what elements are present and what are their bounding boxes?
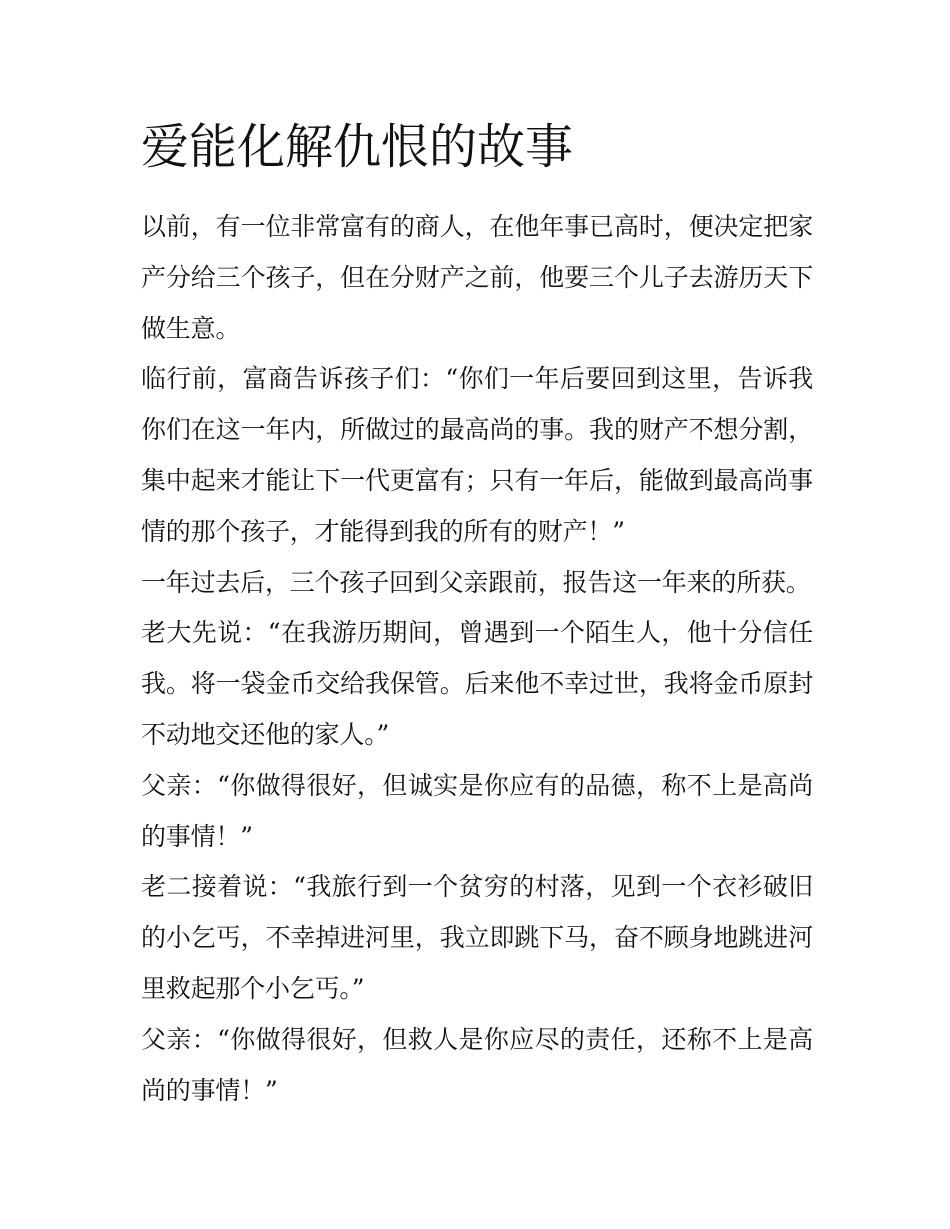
document-title: 爱能化解仇恨的故事 (141, 119, 574, 175)
document-body (141, 202, 813, 1116)
paragraph: 临行前，富商告诉孩子们：“你们一年后要回到这里，告诉我你们在这一年内，所做过的最高尚的事。我的财产不想分割，集中起来才能让下一代更富有；只有一年后，能做到最高尚事情的那个孩子，才能得到我的所有的财产！” (141, 364, 813, 546)
paragraph: 父亲：“你做得很好，但救人是你应尽的责任，还称不上是高尚的事情！” (141, 1024, 813, 1105)
paragraph: 老大先说：“在我游历期间，曾遇到一个陌生人，他十分信任我。将一袋金币交给我保管。后来他不幸过世，我将金币原封不动地交还他的家人。” (141, 618, 813, 749)
paragraph: 一年过去后，三个孩子回到父亲跟前，报告这一年来的所获。 (141, 567, 811, 597)
document-page (141, 110, 813, 1116)
paragraph: 老二接着说：“我旅行到一个贫穷的村落，见到一个衣衫破旧的小乞丐，不幸掉进河里，我立即跳下马，奋不顾身地跳进河里救起那个小乞丐。” (141, 872, 813, 1003)
paragraph: 以前，有一位非常富有的商人，在他年事已高时，便决定把家产分给三个孩子，但在分财产之前，他要三个儿子去游历天下做生意。 (141, 212, 813, 343)
paragraph: 父亲：“你做得很好，但诚实是你应有的品德，称不上是高尚的事情！” (141, 770, 813, 851)
